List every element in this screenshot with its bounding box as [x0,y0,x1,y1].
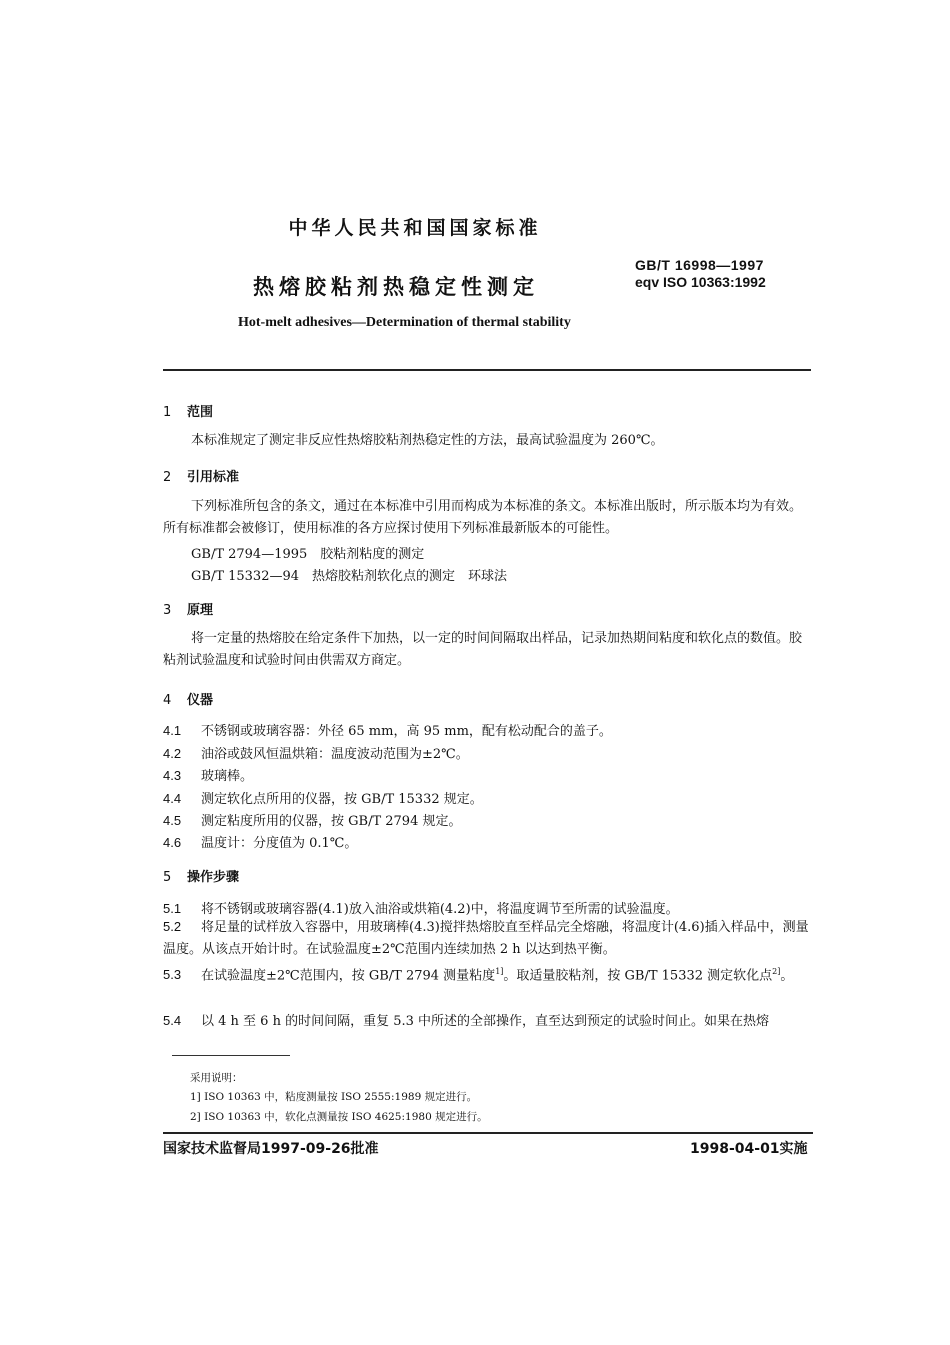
section-number: 4 [163,693,172,708]
procedure-step [163,898,679,917]
section-2-heading [163,466,239,485]
apparatus-item [163,810,461,829]
footer-divider [163,1132,813,1134]
section-title: 范围 [187,405,214,420]
section-3-text: 将一定量的热熔胶在给定条件下加热，以一定的时间间隔取出样品，记录加热期间粘度和软化点的数值。胶粘剂试验温度和试验时间由供需双方商定。 [163,631,803,668]
item-text: 温度计：分度值为 0.1℃。 [201,836,358,851]
section-number: 2 [163,470,172,485]
step-number: 5.1 [163,901,182,916]
section-title: 操作步骤 [187,870,240,885]
procedure-step [163,961,813,987]
section-2-text: 下列标准所包含的条文，通过在本标准中引用而构成为本标准的条文。本标准出版时，所示版本均为有效。所有标准都会被修订，使用标准的各方应探讨使用下列标准最新版本的可能性。 [163,499,803,536]
footnote-item: 2] ISO 10363 中，软化点测量按 ISO 4625:1980 规定进行。 [190,1111,488,1123]
step-text: 以 4 h 至 6 h 的时间间隔，重复 5.3 中所述的全部操作，直至达到预定的试验时间止。如果在热熔 [201,1014,770,1029]
item-text: 不锈钢或玻璃容器：外径 65 mm，高 95 mm，配有松动配合的盖子。 [201,724,612,739]
item-number: 4.3 [163,768,182,783]
section-1-heading [163,401,213,420]
footnote-heading: 采用说明： [190,1072,243,1084]
apparatus-item [163,720,612,739]
section-title: 原理 [187,603,214,618]
section-number: 1 [163,405,172,420]
footnote-item: 1] ISO 10363 中，粘度测量按 ISO 2555:1989 规定进行。 [190,1091,478,1103]
procedure-step [163,1010,769,1029]
document-title-cn: 热熔胶粘剂热稳定性测定 [253,275,539,299]
item-number: 4.5 [163,813,182,828]
footnote-ref-2: 2] [772,967,781,976]
step-text-a: 在试验温度±2℃范围内，按 GB/T 2794 测量粘度 [201,968,496,984]
step-number: 5.2 [163,919,182,934]
section-1-text: 本标准规定了测定非反应性热熔胶粘剂热稳定性的方法，最高试验温度为 260℃。 [191,433,664,448]
document-title-en: Hot-melt adhesives—Determination of thermal stability [238,315,571,330]
standard-code-block [635,257,766,291]
item-text: 油浴或鼓风恒温烘箱：温度波动范围为±2℃。 [201,747,469,762]
section-4-heading [163,689,213,708]
apparatus-item [163,788,483,807]
section-number: 3 [163,603,172,618]
standard-code: GB/T 16998—1997 [635,257,764,273]
item-text: 测定粘度所用的仪器，按 GB/T 2794 规定。 [201,814,462,829]
item-number: 4.1 [163,723,182,738]
procedure-step [163,916,813,961]
step-text: 将足量的试样放入容器中，用玻璃棒(4.3)搅拌热熔胶直至样品完全熔融，将温度计(4.6)插入样品中，测量温度。从该点开始计时。在试验温度±2℃范围内连续加热 2 h 以达到热平衡。 [163,920,809,957]
section-title: 仪器 [187,693,214,708]
apparatus-item [163,743,469,762]
apparatus-item [163,832,357,851]
step-text-b: 。取适量胶粘剂，按 GB/T 15332 测定软化点 [503,968,773,984]
national-standard-heading: 中华人民共和国国家标准 [288,217,542,239]
implementation-date: 1998-04-01实施 [690,1141,808,1157]
item-number: 4.4 [163,791,182,806]
item-text: 测定软化点所用的仪器，按 GB/T 15332 规定。 [201,792,483,807]
step-text-c: 。 [780,968,794,984]
reference-item: GB/T 15332—94 热熔胶粘剂软化点的测定 环球法 [191,569,508,584]
footnote-ref-1: 1] [495,967,504,976]
footnote-divider [172,1055,290,1056]
section-title: 引用标准 [187,470,240,485]
section-number: 5 [163,870,172,885]
item-text: 玻璃棒。 [201,769,254,784]
step-text: 将不锈钢或玻璃容器(4.1)放入油浴或烘箱(4.2)中，将温度调节至所需的试验温度。 [201,902,679,917]
section-5-heading [163,866,239,885]
equivalent-standard: eqv ISO 10363:1992 [635,274,766,290]
section-3-heading [163,599,213,618]
approval-info: 国家技术监督局1997-09-26批准 [163,1141,379,1157]
item-number: 4.6 [163,835,182,850]
reference-item: GB/T 2794—1995 胶粘剂粘度的测定 [191,547,425,562]
step-number: 5.3 [163,967,182,983]
apparatus-item [163,765,253,784]
item-number: 4.2 [163,746,182,761]
step-number: 5.4 [163,1013,182,1028]
header-divider [163,369,811,371]
